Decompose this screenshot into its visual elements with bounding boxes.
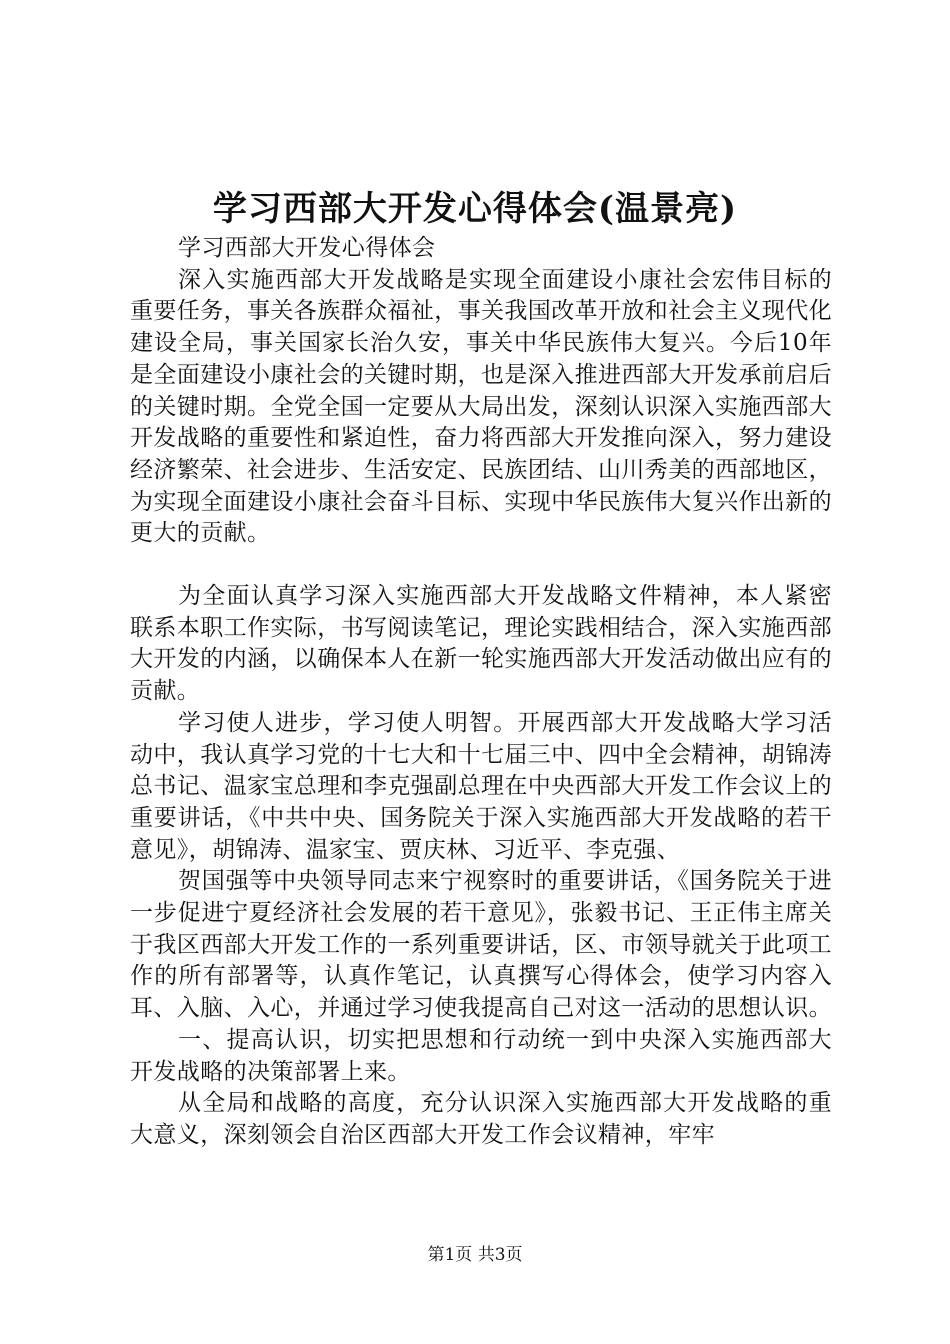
- body-paragraph: 学习使人进步，学习使人明智。开展西部大开发战略大学习活动中，我认真学习党的十七大和十七届三中、四中全会精神，胡锦涛总书记、温家宝总理和李克强副总理在中央西部大开发工作会议上的重要讲话，《中共中央、国务院关于深入实施西部大开发战略的若干意见》，胡锦涛、温家宝、贾庆林、习近平、李克强、: [130, 709, 832, 863]
- body-paragraph: 深入实施西部大开发战略是实现全面建设小康社会宏伟目标的重要任务，事关各族群众福祉，事关我国改革开放和社会主义现代化建设全局，事关国家长治久安，事关中华民族伟大复兴。今后10年是全面建设小康社会的关键时期，也是深入推进西部大开发承前启后的关键时期。全党全国一定要从大局出发，深刻认识深入实施西部大开发战略的重要性和紧迫性，奋力将西部大开发推向深入，努力建设经济繁荣、社会进步、生活安定、民族团结、山川秀美的西部地区，为实现全面建设小康社会奋斗目标、实现中华民族伟大复兴作出新的更大的贡献。: [130, 266, 832, 547]
- page-number-footer: 第1页 共3页: [427, 1245, 523, 1265]
- body-paragraph: 为全面认真学习深入实施西部大开发战略文件精神，本人紧密联系本职工作实际，书写阅读笔记，理论实践相结合，深入实施西部大开发的内涵，以确保本人在新一轮实施西部大开发活动做出应有的贡献。: [130, 583, 832, 705]
- body-paragraph: 贺国强等中央领导同志来宁视察时的重要讲话，《国务院关于进一步促进宁夏经济社会发展的若干意见》，张毅书记、王正伟主席关于我区西部大开发工作的一系列重要讲话，区、市领导就关于此项工作的所有部署等，认真作笔记，认真撰写心得体会，使学习内容入耳、入脑、入心，并通过学习使我提高自己对这一活动的思想认识。: [130, 868, 832, 1022]
- subtitle-paragraph: 学习西部大开发心得体会: [178, 235, 436, 261]
- section-heading: 一、提高认识，切实把思想和行动统一到中央深入实施西部大开发战略的决策部署上来。: [130, 1026, 832, 1085]
- document-body: [130, 233, 832, 1152]
- body-paragraph: 从全局和战略的高度，充分认识深入实施西部大开发战略的重大意义，深刻领会自治区西部大开发工作会议精神，牢牢: [130, 1090, 832, 1148]
- document-title: 学习西部大开发心得体会(温景亮): [212, 189, 738, 229]
